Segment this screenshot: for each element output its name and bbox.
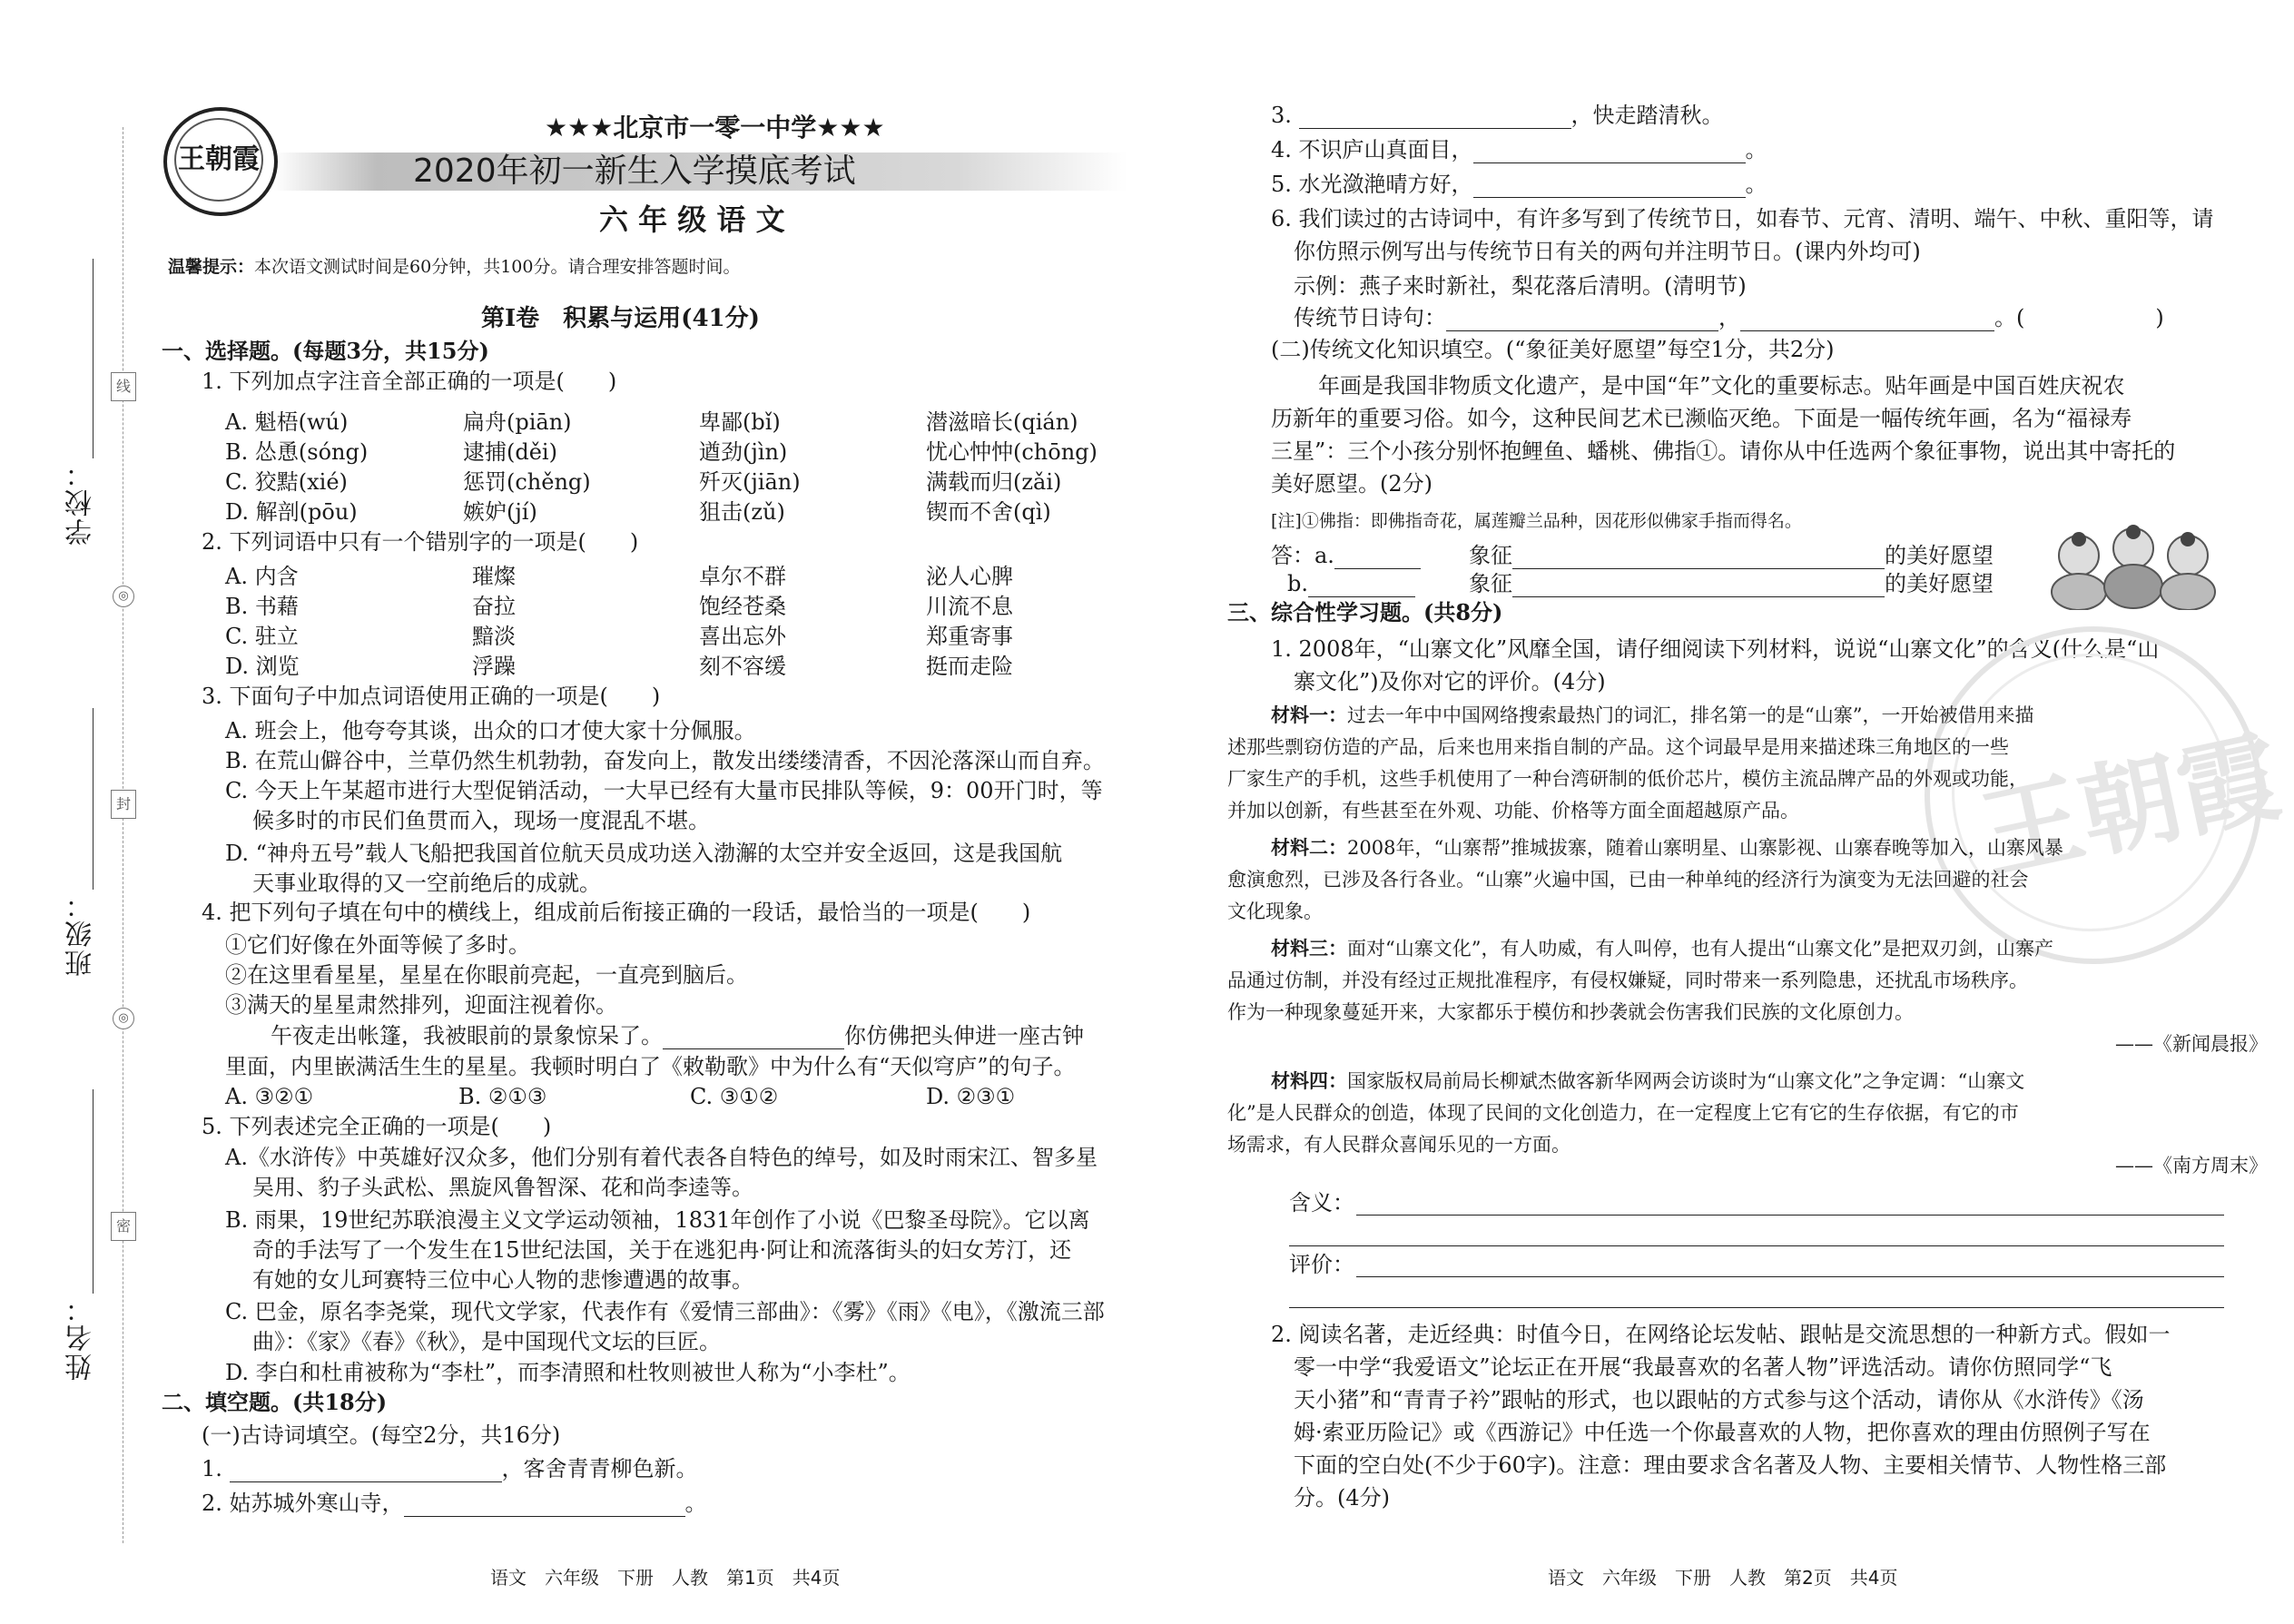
subject-title: 六 年 级 语 文 xyxy=(599,202,785,237)
q5-option-c-cont: 曲》：《家》《春》《秋》，是中国现代文坛的巨匠。 xyxy=(252,1329,721,1354)
fill-6-answer xyxy=(1294,304,2164,331)
q1-b-4: 忧心忡忡(chōng) xyxy=(926,439,1098,465)
meaning-label: 含义： xyxy=(1289,1190,1354,1216)
q5-option-d[interactable]: D. 李白和杜甫被称为“李杜”，而李清照和杜牧则被世人称为“小李杜”。 xyxy=(225,1360,911,1385)
q1-b-3: 遒劲(jìn) xyxy=(699,439,788,465)
material-1-line-4: 并加以创新，有些甚至在外观、功能、价格等方面全面超越原产品。 xyxy=(1227,800,1799,822)
material-2-line-1: 2008年，“山寨帮”推城拔寨，随着山寨明星、山寨影视、山寨春晚等加入，山寨风暴 xyxy=(1347,837,2063,859)
class-label: 班级： xyxy=(65,890,97,977)
material-1-line-2: 述那些剽窃仿造的产品，后来也用来指自制的产品。这个词最早是用来描述珠三角地区的一些 xyxy=(1227,736,2009,758)
wish-word: 的美好愿望 xyxy=(1885,543,1994,568)
fill-3-text: ，快走踏清秋。 xyxy=(1570,103,1724,128)
q4-stem: 4. 把下列句子填在句中的横线上，组成前后衔接正确的一段话，最恰当的一项是( ) xyxy=(202,900,1031,925)
material-3-line-3: 作为一种现象蔓延开来，大家都乐于模仿和抄袭就会伤害我们民族的文化原创力。 xyxy=(1227,1001,1914,1023)
answer-a-label: 答：a. xyxy=(1271,543,1334,568)
s3-q2-stem-5: 下面的空白处(不少于60字)。注意：理由要求含名著及人物、主要相关情节、人物性格三部 xyxy=(1294,1452,2167,1478)
q1-b-2: 逮捕(děi) xyxy=(463,439,557,465)
school-label: 学校： xyxy=(65,458,97,546)
material-3-line-2: 品通过仿制，并没有经过正规批准程序，有侵权嫌疑，同时带来一系列隐患，还扰乱市场秩序。 xyxy=(1227,969,2028,991)
q5-option-c[interactable]: C. 巴金，原名李尧棠，现代文学家，代表作有《爱情三部曲》：《雾》《雨》《电》，《激流三部 xyxy=(225,1299,1105,1324)
q2-d-2: 浮躁 xyxy=(472,654,516,679)
logo-text: 王朝霞 xyxy=(174,118,263,202)
q1-a-1[interactable]: A. 魁梧(wú) xyxy=(225,409,349,435)
q1-d-3: 狙击(zǔ) xyxy=(699,499,785,525)
answer-a xyxy=(1271,542,1421,569)
answer-b-item-blank[interactable] xyxy=(1308,575,1415,597)
section-1-heading: 一、选择题。(每题3分，共15分) xyxy=(162,338,489,364)
q2-b-1[interactable]: B. 书藉 xyxy=(225,594,299,619)
fill-6-example: 示例：燕子来时新社，梨花落后清明。(清明节) xyxy=(1294,273,1747,299)
q3-option-d-cont: 天事业取得的又一空前绝后的成就。 xyxy=(252,871,601,896)
tip-label: 温馨提示： xyxy=(168,257,255,277)
q4-passage xyxy=(271,1022,1084,1049)
q2-b-4: 川流不息 xyxy=(926,594,1013,619)
q2-b-3: 饱经苍桑 xyxy=(699,594,786,619)
fill-3-num: 3. xyxy=(1271,103,1292,128)
material-3-source: ——《新闻晨报》 xyxy=(2115,1033,2268,1055)
q1-a-2: 扁舟(piān) xyxy=(463,409,572,435)
name-field[interactable] xyxy=(93,1089,94,1294)
q2-d-3: 刻不容缓 xyxy=(699,654,786,679)
answer-a-item-blank[interactable] xyxy=(1334,546,1421,569)
material-4-line-3: 场需求，有人民群众喜闻乐见的一方面。 xyxy=(1227,1134,1570,1156)
q4-option-c[interactable]: C. ③①② xyxy=(690,1084,779,1109)
material-3-line-1: 面对“山寨文化”，有人叻威，有人叫停，也有人提出“山寨文化”是把双刃剑，山寨产 xyxy=(1347,938,2053,960)
q2-c-2: 黯淡 xyxy=(472,624,516,649)
material-4-label: 材料四： xyxy=(1271,1069,1347,1092)
section-2b-para-1: 年画是我国非物质文化遗产，是中国“年”文化的重要标志。贴年画是中国百姓庆祝农 xyxy=(1318,373,2125,399)
fill-2-end: 。 xyxy=(684,1491,707,1516)
q1-b-1[interactable]: B. 怂恿(sóng) xyxy=(225,439,369,465)
new-year-painting-image xyxy=(2029,519,2238,610)
fill-1 xyxy=(202,1455,698,1482)
fill-6-answer-label: 传统节日诗句： xyxy=(1294,305,1446,330)
s3-q2-stem-3: 天小猪”和“青青子衿”跟帖的形式，也以跟帖的方式参与这个活动，请你从《水浒传》《汤 xyxy=(1294,1387,2144,1412)
q1-c-3: 歼灭(jiān) xyxy=(699,469,801,495)
s3-q2-stem: 2. 阅读名著，走近经典：时值今日，在网络论坛发帖、跟帖是交流思想的一种新方式。假如一 xyxy=(1271,1322,2171,1347)
fill-5-blank[interactable] xyxy=(1473,175,1746,198)
material-4-source: ——《南方周末》 xyxy=(2115,1155,2268,1176)
footer-right: 语文 六年级 下册 人教 第2页 共4页 xyxy=(1548,1567,1898,1589)
footnote: [注]①佛指：即佛指奇花，属莲瓣兰品种，因花形似佛家手指而得名。 xyxy=(1271,511,1802,531)
q2-stem: 2. 下列词语中只有一个错别字的一项是( ) xyxy=(202,529,639,555)
fill-1-text: ，客舍青青柳色新。 xyxy=(501,1456,698,1481)
answer-b-label: b. xyxy=(1287,571,1308,596)
q5-stem: 5. 下列表述完全正确的一项是( ) xyxy=(202,1114,552,1139)
q1-d-2: 嫉妒(jí) xyxy=(463,499,537,525)
fill-4-text: 4. 不识庐山真面目， xyxy=(1271,137,1473,162)
section-2-sub: (一)古诗词填空。(每空2分，共16分) xyxy=(202,1422,561,1448)
fill-3 xyxy=(1271,102,1724,129)
fill-2-blank[interactable] xyxy=(404,1494,685,1517)
material-2 xyxy=(1271,835,2063,861)
section-3-heading: 三、综合性学习题。(共8分) xyxy=(1227,599,1503,625)
fill-4 xyxy=(1271,136,1767,163)
material-1 xyxy=(1271,703,2033,728)
q5-option-a-cont: 吴用、豹子头武松、黑旋风鲁智深、花和尚李逵等。 xyxy=(252,1175,753,1200)
q2-d-4: 挺而走险 xyxy=(926,654,1013,679)
answer-b-symbol xyxy=(1469,570,1994,597)
fill-1-blank[interactable] xyxy=(230,1460,502,1482)
publisher-logo xyxy=(163,107,278,216)
meaning-answer-line[interactable] xyxy=(1289,1245,2224,1246)
material-4-line-1: 国家版权局前局长柳斌杰做客新华网两会访谈时为“山寨文化”之争定调：“山寨文 xyxy=(1347,1070,2025,1092)
seal-char-seal: 封 xyxy=(111,790,136,819)
material-3-label: 材料三： xyxy=(1271,937,1347,960)
s3-q2-stem-4: 姆·索亚历险记》或《西游记》中任选一个你最喜欢的人物，把你喜欢的理由仿照例子写在 xyxy=(1294,1420,2151,1445)
q3-option-c[interactable]: C. 今天上午某超市进行大型促销活动，一大早已经有大量市民排队等候，9：00开门时，等 xyxy=(225,778,1103,803)
class-field[interactable] xyxy=(93,708,94,890)
q5-option-a[interactable]: A.《水浒传》中英雄好汉众多，他们分别有着代表各自特色的绰号，如及时雨宋江、智多星 xyxy=(225,1145,1098,1170)
q4-option-b[interactable]: B. ②①③ xyxy=(458,1084,547,1109)
fill-5 xyxy=(1271,171,1767,198)
fill-6-blank-2[interactable] xyxy=(1740,309,1994,331)
material-4-line-2: 化”是人民群众的创造，体现了民间的文化创造力，在一定程度上它有它的生存依据，有它的市 xyxy=(1227,1102,2019,1124)
q3-option-b[interactable]: B. 在荒山僻谷中，兰草仍然生机勃勃，奋发向上，散发出缕缕清香，不因沦落深山而自弃。 xyxy=(225,748,1105,773)
q4-sentence-1: ①它们好像在外面等候了多时。 xyxy=(225,932,530,958)
footer-left: 语文 六年级 下册 人教 第1页 共4页 xyxy=(490,1567,841,1589)
answer-b-meaning-blank[interactable] xyxy=(1512,575,1885,597)
material-3 xyxy=(1271,936,2053,961)
tip-text: 本次语文测试时间是60分钟，共100分。请合理安排答题时间。 xyxy=(254,257,741,277)
section-2b-para-2: 历新年的重要习俗。如今，这种民间艺术已濒临灭绝。下面是一幅传统年画，名为“福禄寿 xyxy=(1271,406,2132,431)
q4-option-a[interactable]: A. ③②① xyxy=(225,1084,314,1109)
section-2-heading: 二、填空题。(共18分) xyxy=(162,1389,388,1415)
q2-c-3: 喜出忘外 xyxy=(699,624,786,649)
q2-b-2: 奋拉 xyxy=(472,594,516,619)
q3-option-c-cont: 候多时的市民们鱼贯而入，现场一度混乱不堪。 xyxy=(252,808,710,833)
q4-sentence-3: ③满天的星星肃然排列，迎面注视着你。 xyxy=(225,992,617,1018)
evaluation-answer-line[interactable] xyxy=(1289,1307,2224,1308)
q2-c-1[interactable]: C. 驻立 xyxy=(225,624,299,649)
q1-c-1[interactable]: C. 狡黠(xié) xyxy=(225,469,348,495)
exam-title: 2020年初一新生入学摸底考试 xyxy=(413,153,856,190)
material-2-line-3: 文化现象。 xyxy=(1227,901,1323,922)
material-2-line-2: 愈演愈烈，已涉及各行各业。“山寨”火遍中国，已由一种单纯的经济行为演变为无法回避的社会 xyxy=(1227,869,2029,891)
q5-option-b[interactable]: B. 雨果，19世纪苏联浪漫主义文学运动领袖，1831年创作了小说《巴黎圣母院》。它以离 xyxy=(225,1207,1090,1233)
fill-3-blank[interactable] xyxy=(1299,106,1571,129)
fill-2-text: 2. 姑苏城外寒山寺， xyxy=(202,1491,404,1516)
q5-option-b-cont: 奇的手法写了一个发生在15世纪法国，关于在逃犯冉·阿让和流落街头的妇女芳汀，还 xyxy=(252,1237,1072,1263)
fill-2 xyxy=(202,1490,707,1517)
q4-passage-b: 你仿佛把头伸进一座古钟 xyxy=(844,1023,1084,1048)
school-field[interactable] xyxy=(93,259,94,458)
q3-stem: 3. 下面句子中加点词语使用正确的一项是( ) xyxy=(202,684,661,709)
fill-6-answer-end: 。( ) xyxy=(1994,305,2164,330)
answer-a-symbol xyxy=(1469,542,1994,569)
q4-blank[interactable] xyxy=(663,1027,844,1049)
q1-a-3: 卑鄙(bǐ) xyxy=(699,409,781,435)
section-2b-para-3: 三星”：三个小孩分别怀抱鲤鱼、蟠桃、佛指①。请你从中任选两个象征事物，说出其中寄托的 xyxy=(1271,438,2176,464)
material-4 xyxy=(1271,1068,2024,1094)
meaning-answer-line[interactable] xyxy=(1356,1215,2224,1216)
name-label: 姓名： xyxy=(65,1294,97,1381)
part-title: 第Ⅰ卷 积累与运用(41分) xyxy=(481,305,760,332)
seal-char-secret: 密 xyxy=(111,1212,136,1241)
school-name: ★★★北京市一零一中学★★★ xyxy=(545,113,885,143)
symbol-word: 象征 xyxy=(1469,571,1512,596)
material-1-line-3: 厂家生产的手机，这些手机使用了一种台湾研制的低价芯片，模仿主流品牌产品的外观或功能， xyxy=(1227,768,2028,790)
q1-stem: 1. 下列加点字注音全部正确的一项是( ) xyxy=(202,369,617,394)
seal-char-line: 线 xyxy=(111,372,136,401)
wish-word: 的美好愿望 xyxy=(1885,571,1994,596)
q2-a-4: 泌人心脾 xyxy=(926,564,1013,589)
fill-5-text: 5. 水光潋滟晴方好， xyxy=(1271,172,1473,197)
fill-4-blank[interactable] xyxy=(1473,141,1746,163)
evaluation-label: 评价： xyxy=(1289,1252,1354,1277)
fill-6-stem: 6. 我们读过的古诗词中，有许多写到了传统节日，如春节、元宵、清明、端午、中秋、重阳等，请 xyxy=(1271,206,2214,231)
binding-circle: ◎ xyxy=(113,586,134,607)
q4-passage-cont: 里面，内里嵌满活生生的星星。我顿时明白了《敕勒歌》中为什么有“天似穹庐”的句子。 xyxy=(225,1054,1076,1079)
section-2b-heading: (二)传统文化知识填空。(“象征美好愿望”每空1分，共2分) xyxy=(1271,337,1835,362)
binding-circle: ◎ xyxy=(113,1008,134,1029)
fill-5-end: 。 xyxy=(1745,172,1767,197)
q2-d-1[interactable]: D. 浏览 xyxy=(225,654,300,679)
answer-b xyxy=(1287,570,1415,597)
fill-6-stem-cont: 你仿照示例写出与传统节日有关的两句并注明节日。(课内外均可) xyxy=(1294,239,1921,264)
s3-q1-stem: 1. 2008年，“山寨文化”风靡全国，请仔细阅读下列材料，说说“山寨文化”的含义(什么是“山 xyxy=(1271,636,2160,662)
q1-a-4: 潜滋暗长(qián) xyxy=(926,409,1078,435)
tip xyxy=(168,254,740,280)
watermark-text: 王朝霞 xyxy=(1971,716,2289,894)
q3-option-a[interactable]: A. 班会上，他夸夸其谈，出众的口才使大家十分佩服。 xyxy=(225,718,756,743)
q3-option-d[interactable]: D. “神舟五号”载人飞船把我国首位航天员成功送入渤澥的太空并安全返回，这是我国航 xyxy=(225,841,1063,866)
q2-a-2: 璀燦 xyxy=(472,564,516,589)
q2-a-3: 卓尔不群 xyxy=(699,564,786,589)
q2-a-1[interactable]: A. 内含 xyxy=(225,564,299,589)
material-1-line-1: 过去一年中中国网络搜索最热门的词汇，排名第一的是“山寨”，一开始被借用来描 xyxy=(1347,704,2034,726)
s3-q2-stem-2: 零一中学“我爱语文”论坛正在开展“我最喜欢的名著人物”评选活动。请你仿照同学“飞 xyxy=(1294,1354,2112,1380)
q1-c-2: 惩罚(chěng) xyxy=(463,469,591,495)
fill-6-answer-mid: ， xyxy=(1718,305,1740,330)
fill-6-blank-1[interactable] xyxy=(1446,309,1718,331)
q1-d-4: 锲而不舍(qì) xyxy=(926,499,1051,525)
q1-c-4: 满载而归(zǎi) xyxy=(926,469,1062,495)
answer-a-meaning-blank[interactable] xyxy=(1512,546,1885,569)
material-2-label: 材料二： xyxy=(1271,836,1347,859)
s3-q2-stem-6: 分。(4分) xyxy=(1294,1485,1390,1511)
q5-option-b-cont2: 有她的女儿珂赛特三位中心人物的悲惨遭遇的故事。 xyxy=(252,1267,753,1293)
q1-d-1[interactable]: D. 解剖(pōu) xyxy=(225,499,358,525)
q4-sentence-2: ②在这里看星星，星星在你眼前亮起，一直亮到脑后。 xyxy=(225,962,748,988)
fill-1-num: 1. xyxy=(202,1456,222,1481)
q4-option-d[interactable]: D. ②③① xyxy=(926,1084,1016,1109)
s3-q1-stem-cont: 寨文化”)及你对它的评价。(4分) xyxy=(1294,669,1606,694)
material-1-label: 材料一： xyxy=(1271,704,1347,726)
evaluation-answer-line[interactable] xyxy=(1356,1276,2224,1277)
q2-c-4: 郑重寄事 xyxy=(926,624,1013,649)
fill-4-end: 。 xyxy=(1745,137,1767,162)
symbol-word: 象征 xyxy=(1469,543,1512,568)
q4-passage-a: 午夜走出帐篷，我被眼前的景象惊呆了。 xyxy=(271,1023,663,1048)
section-2b-para-4: 美好愿望。(2分) xyxy=(1271,471,1433,497)
